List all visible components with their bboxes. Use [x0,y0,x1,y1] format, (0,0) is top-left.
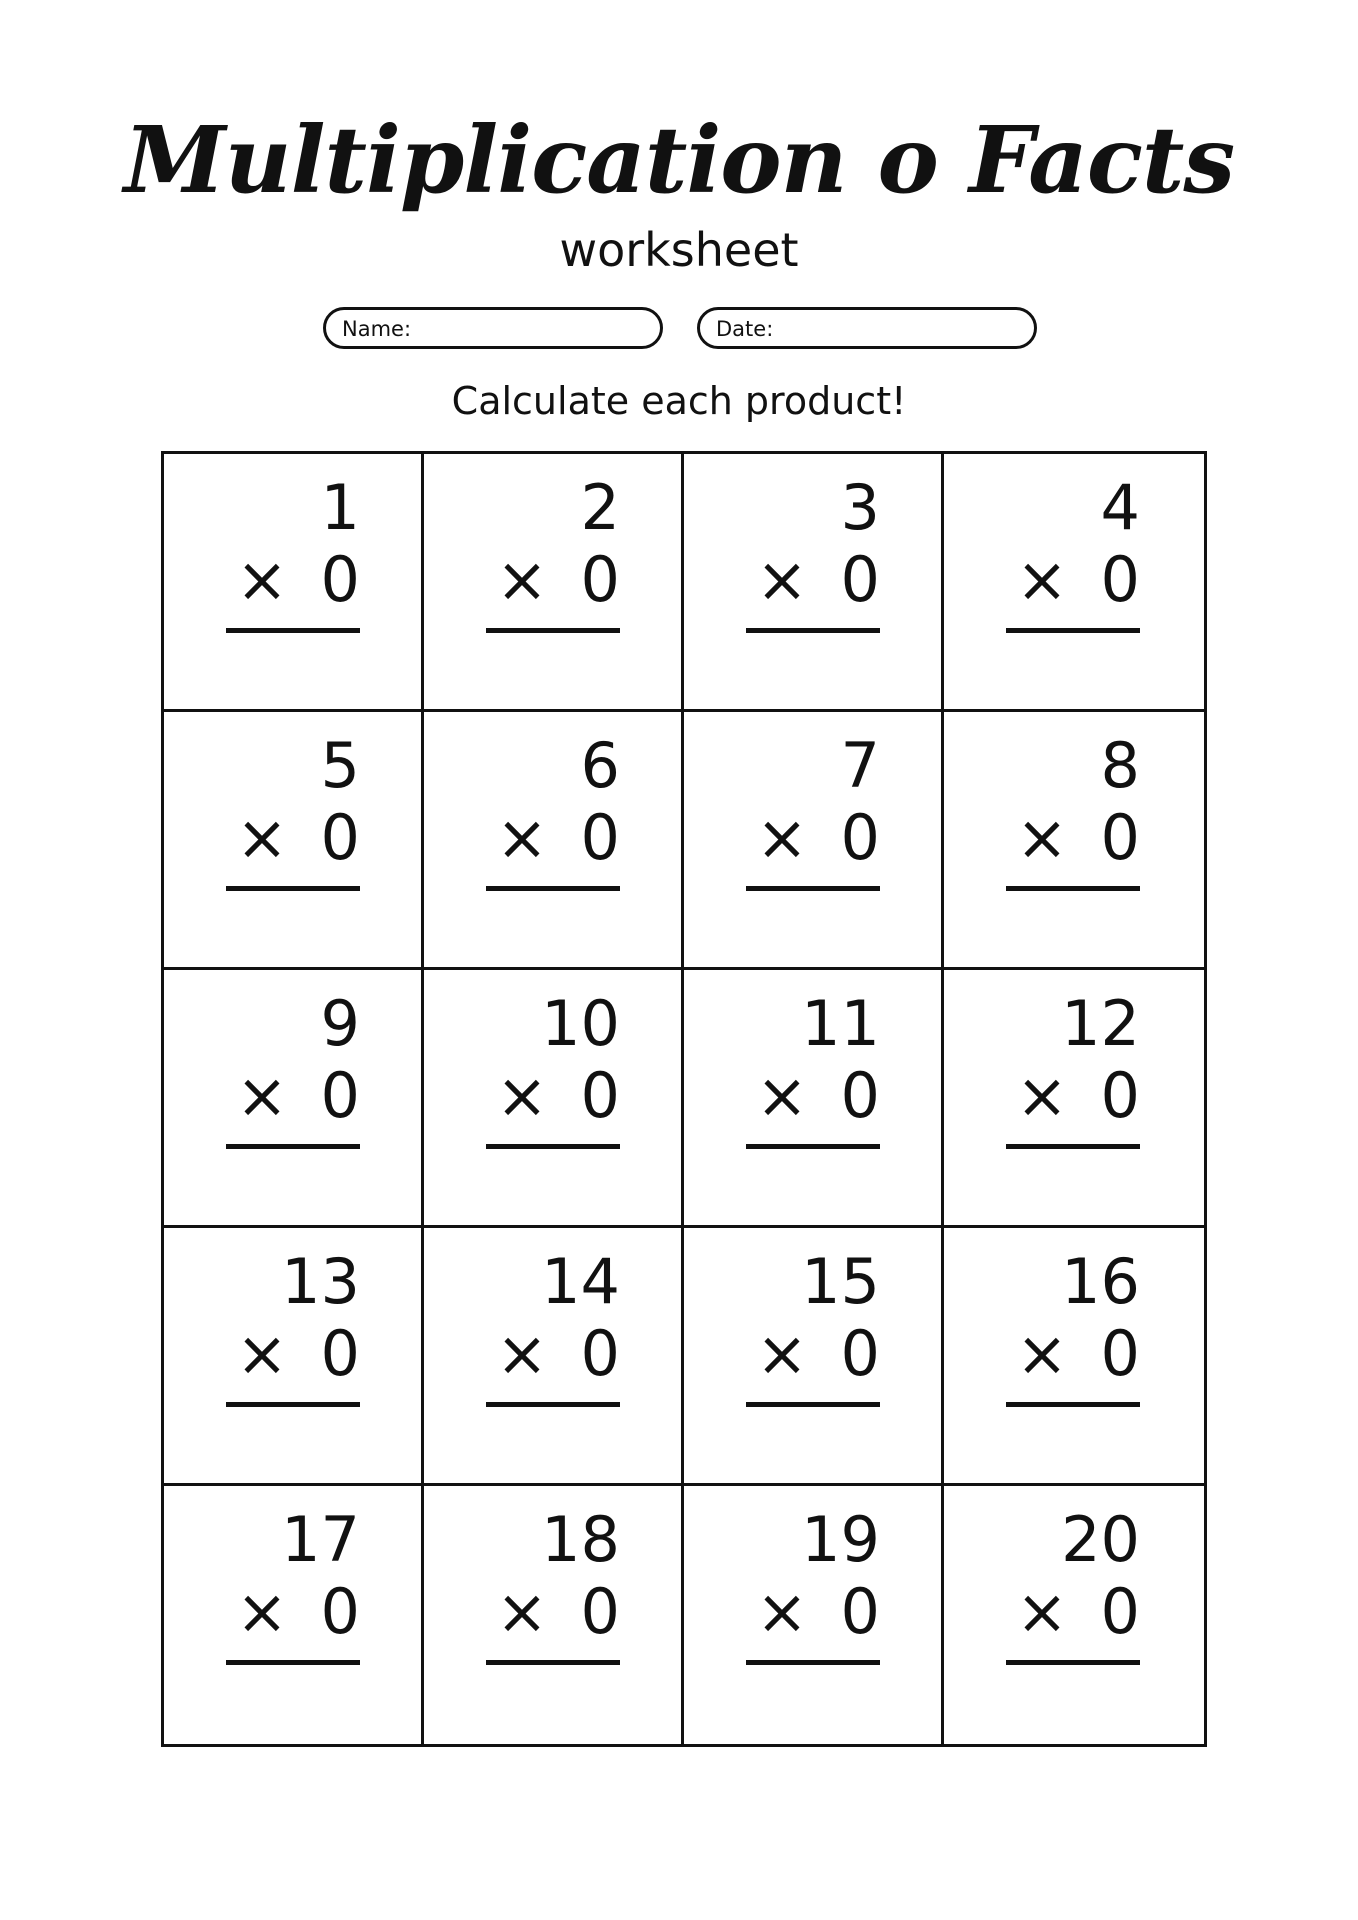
multiplier-row [746,1060,880,1132]
problem-cell [164,712,424,970]
problem-cell [424,1228,684,1486]
date-field[interactable] [697,307,1037,349]
problem-cell [944,1228,1204,1486]
multiplier-row [486,1576,620,1648]
multiplicand: 20 [1061,1503,1140,1576]
times-sign: × [496,1317,548,1390]
multiplicand: 1 [320,471,360,544]
multiplier: 0 [320,801,360,874]
problem-cell [164,1228,424,1486]
answer-line[interactable] [746,886,880,891]
answer-line[interactable] [486,1660,620,1665]
times-sign: × [1016,1059,1068,1132]
problem-cell [684,454,944,712]
times-sign: × [236,801,288,874]
problem [486,1246,620,1407]
problem [746,472,880,633]
times-sign: × [236,1575,288,1648]
problem [1006,730,1140,891]
problem [746,988,880,1149]
problem [1006,472,1140,633]
problem [486,988,620,1149]
answer-line[interactable] [1006,628,1140,633]
problem [486,730,620,891]
multiplier: 0 [1100,1059,1140,1132]
multiplier: 0 [320,1575,360,1648]
multiplier-row [226,802,360,874]
multiplicand: 18 [541,1503,620,1576]
times-sign: × [236,1059,288,1132]
multiplicand: 9 [320,987,360,1060]
multiplicand: 17 [281,1503,360,1576]
problem [486,1504,620,1665]
multiplier: 0 [580,801,620,874]
problem [746,730,880,891]
answer-line[interactable] [486,1402,620,1407]
problem [226,1246,360,1407]
multiplicand: 6 [580,729,620,802]
problem-cell [164,970,424,1228]
problem-cell [944,1486,1204,1744]
multiplier-row [486,802,620,874]
problem [746,1504,880,1665]
answer-line[interactable] [746,628,880,633]
multiplier: 0 [840,1575,880,1648]
problem-cell [424,1486,684,1744]
multiplicand: 16 [1061,1245,1140,1318]
answer-line[interactable] [226,886,360,891]
times-sign: × [496,543,548,616]
multiplier-row [1006,1060,1140,1132]
multiplicand: 14 [541,1245,620,1318]
multiplier: 0 [840,1059,880,1132]
multiplier: 0 [1100,543,1140,616]
times-sign: × [236,543,288,616]
multiplier: 0 [1100,1317,1140,1390]
multiplier-row [486,544,620,616]
multiplier-row [1006,1318,1140,1390]
multiplicand: 15 [801,1245,880,1318]
times-sign: × [756,1575,808,1648]
problem-cell [684,712,944,970]
date-label: Date: [716,317,774,341]
multiplier: 0 [320,1317,360,1390]
problem-cell [164,1486,424,1744]
problem [1006,988,1140,1149]
multiplier-row [746,544,880,616]
answer-line[interactable] [486,628,620,633]
multiplier-row [1006,544,1140,616]
multiplicand: 10 [541,987,620,1060]
multiplier-row [486,1318,620,1390]
multiplier: 0 [320,543,360,616]
multiplier: 0 [580,1317,620,1390]
problem [226,988,360,1149]
multiplicand: 3 [840,471,880,544]
multiplier: 0 [580,1575,620,1648]
multiplicand: 11 [801,987,880,1060]
times-sign: × [496,1059,548,1132]
problem-cell [944,454,1204,712]
name-label: Name: [342,317,412,341]
problem-cell [424,712,684,970]
instruction-text: Calculate each product! [451,379,907,423]
problem-cell [424,454,684,712]
answer-line[interactable] [746,1402,880,1407]
name-field[interactable] [323,307,663,349]
worksheet-title: Multiplication o Facts [123,106,1235,214]
multiplier-row [226,544,360,616]
multiplier-row [226,1318,360,1390]
multiplier-row [746,1318,880,1390]
multiplier: 0 [1100,801,1140,874]
answer-line[interactable] [226,1660,360,1665]
problem [226,472,360,633]
times-sign: × [496,1575,548,1648]
worksheet-subtitle: worksheet [559,223,799,277]
multiplier-row [226,1576,360,1648]
multiplicand: 2 [580,471,620,544]
answer-line[interactable] [1006,886,1140,891]
multiplier-row [1006,1576,1140,1648]
multiplicand: 13 [281,1245,360,1318]
problem [486,472,620,633]
problem-cell [944,712,1204,970]
times-sign: × [1016,543,1068,616]
problem-cell [944,970,1204,1228]
multiplicand: 12 [1061,987,1140,1060]
problem-cell [684,1228,944,1486]
answer-line[interactable] [486,1144,620,1149]
multiplicand: 4 [1100,471,1140,544]
multiplier-row [226,1060,360,1132]
answer-line[interactable] [1006,1402,1140,1407]
multiplier: 0 [840,1317,880,1390]
answer-line[interactable] [226,628,360,633]
multiplicand: 19 [801,1503,880,1576]
multiplier: 0 [580,543,620,616]
times-sign: × [756,543,808,616]
problem [1006,1246,1140,1407]
times-sign: × [756,801,808,874]
problem [746,1246,880,1407]
problem-cell [424,970,684,1228]
times-sign: × [236,1317,288,1390]
multiplier-row [1006,802,1140,874]
problem-cell [164,454,424,712]
answer-line[interactable] [226,1402,360,1407]
answer-line[interactable] [1006,1144,1140,1149]
problem [226,1504,360,1665]
problem-grid [161,451,1207,1747]
problem [1006,1504,1140,1665]
multiplier: 0 [320,1059,360,1132]
times-sign: × [1016,1575,1068,1648]
multiplicand: 7 [840,729,880,802]
problem-cell [684,1486,944,1744]
multiplier: 0 [840,801,880,874]
multiplicand: 8 [1100,729,1140,802]
multiplier-row [486,1060,620,1132]
times-sign: × [496,801,548,874]
times-sign: × [756,1059,808,1132]
answer-line[interactable] [746,1144,880,1149]
multiplier-row [746,1576,880,1648]
multiplier: 0 [840,543,880,616]
multiplicand: 5 [320,729,360,802]
problem [226,730,360,891]
answer-line[interactable] [226,1144,360,1149]
times-sign: × [1016,801,1068,874]
multiplier: 0 [580,1059,620,1132]
multiplier: 0 [1100,1575,1140,1648]
answer-line[interactable] [1006,1660,1140,1665]
answer-line[interactable] [486,886,620,891]
times-sign: × [1016,1317,1068,1390]
problem-cell [684,970,944,1228]
answer-line[interactable] [746,1660,880,1665]
times-sign: × [756,1317,808,1390]
multiplier-row [746,802,880,874]
